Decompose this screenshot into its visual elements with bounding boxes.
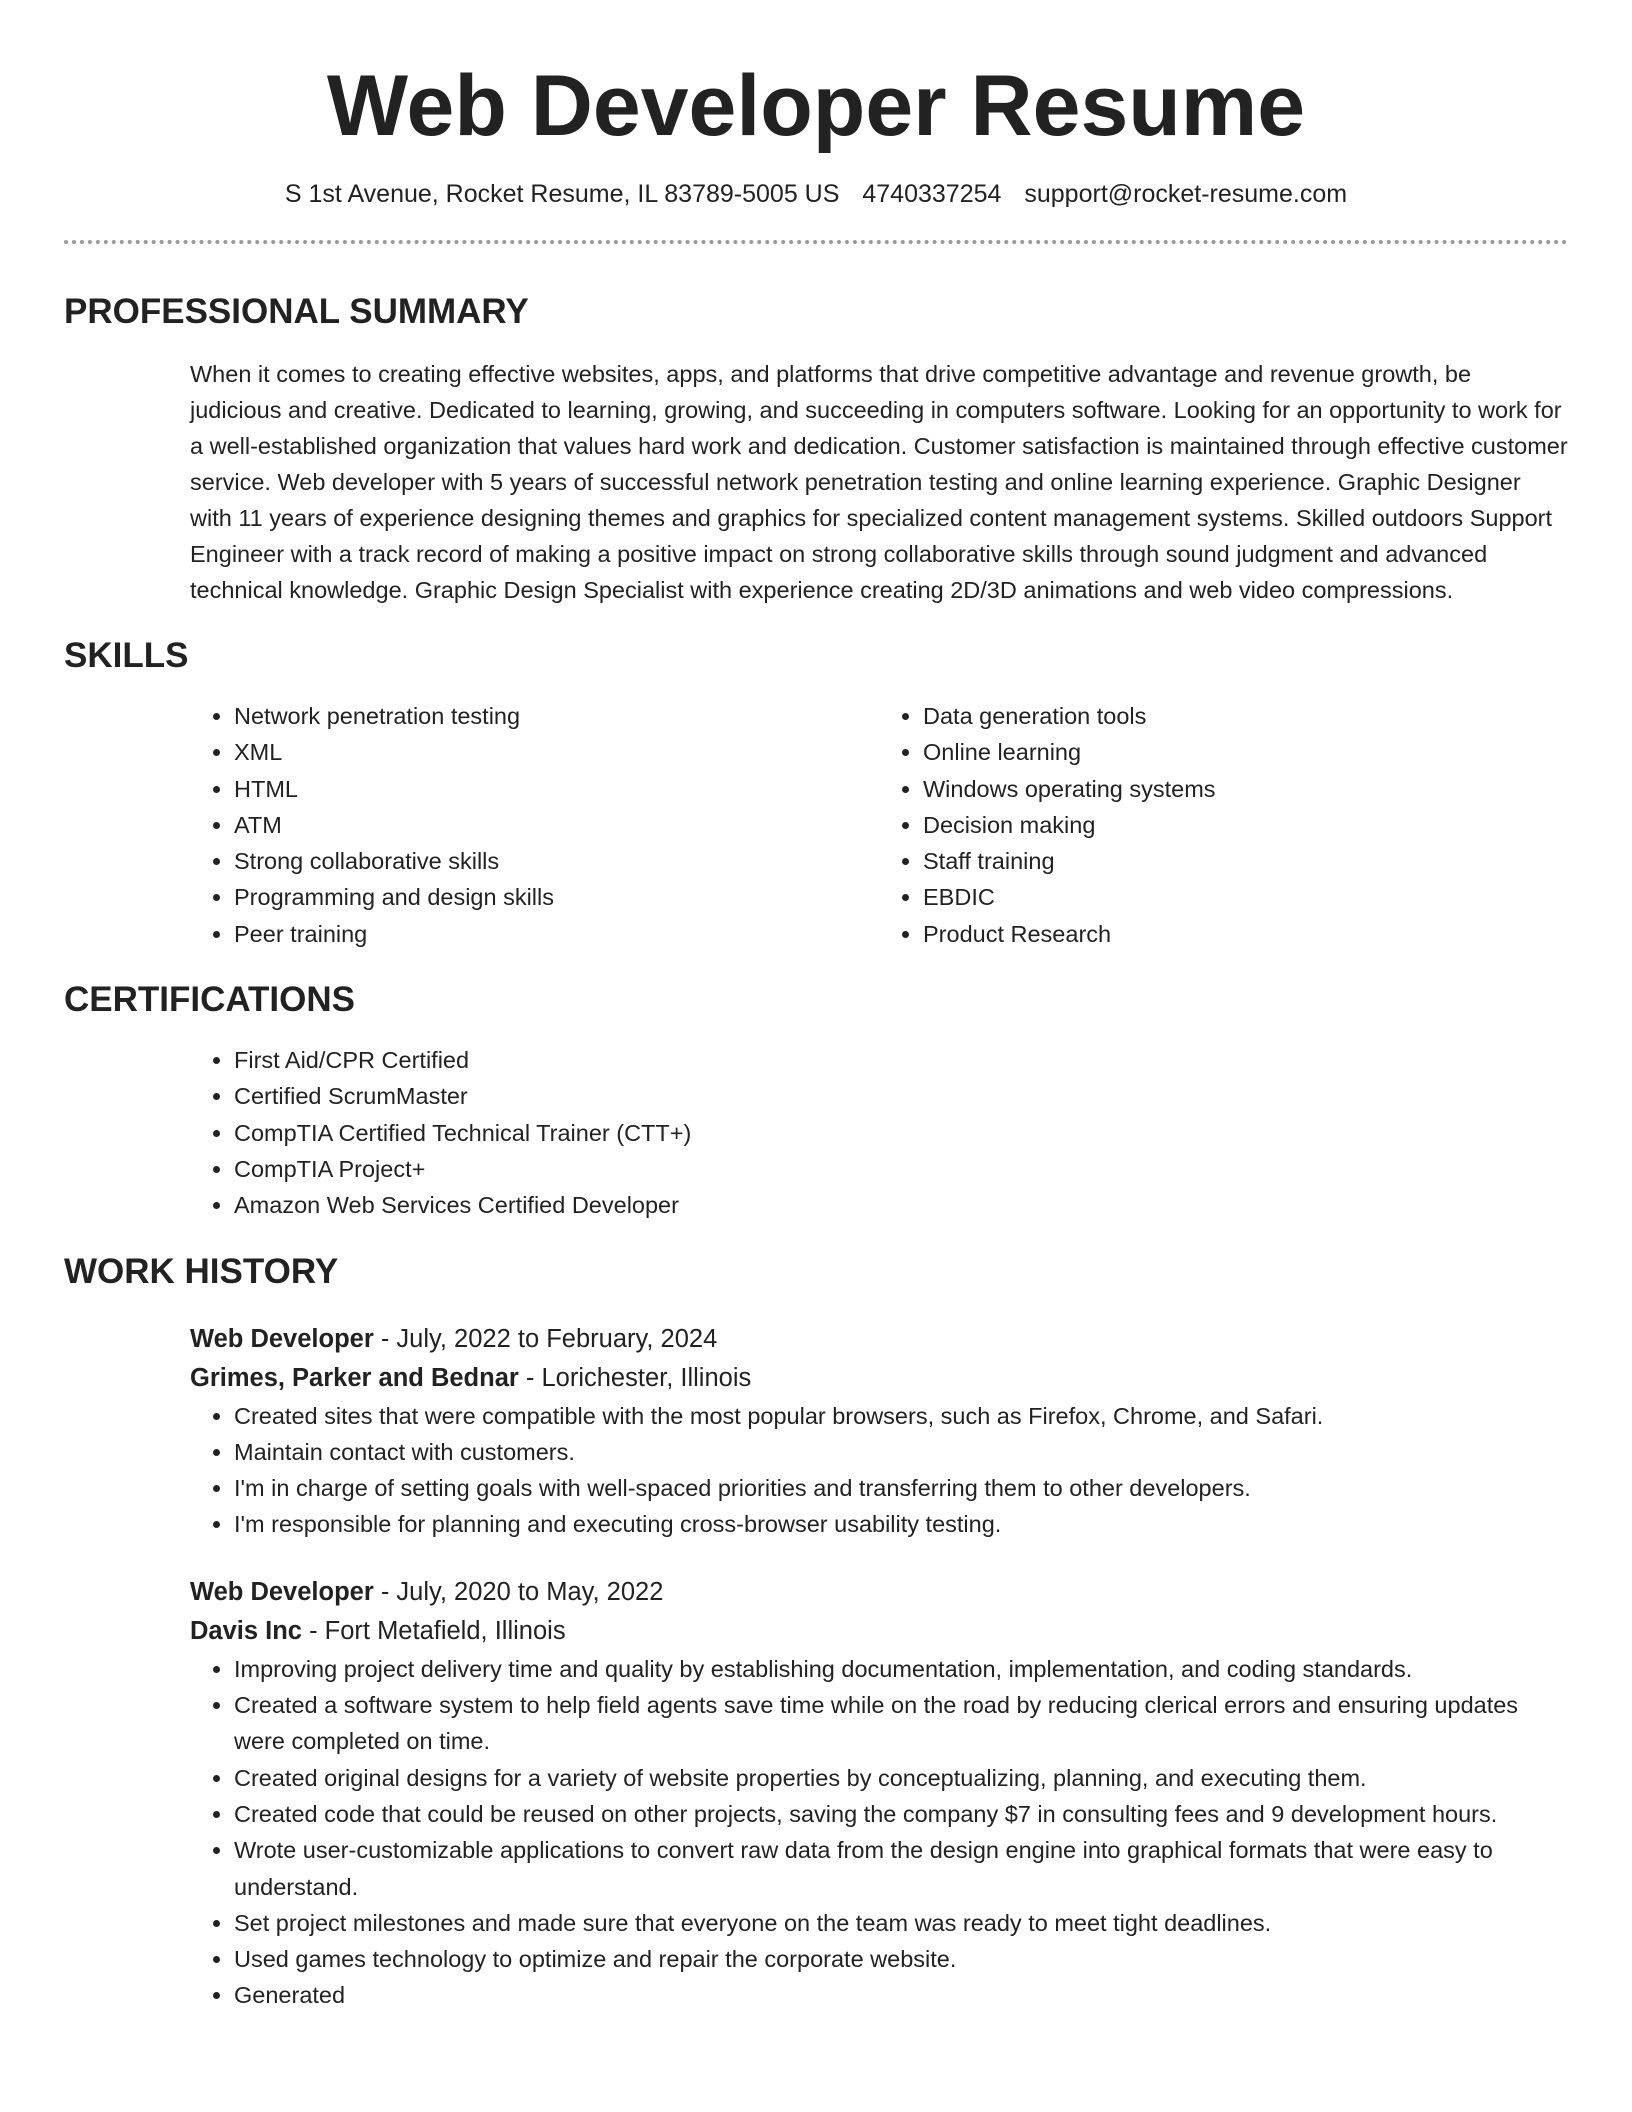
job-bullet: • Created sites that were compatible with the most popular browsers, such as Firefox, Chrome, and Safari. [234,1398,1568,1434]
contact-email: support@rocket-resume.com [1024,180,1348,208]
skill-item: • Network penetration testing [234,698,879,734]
job-bullet: • Wrote user-customizable applications to convert raw data from the design engine into graphical formats that were easy to understand. [234,1832,1568,1905]
job-bullet: • Created a software system to help field agents save time while on the road by reducing clerical errors and ensuring updates were completed on time. [234,1687,1568,1760]
job-title-line [190,1320,1568,1359]
skill-item: • ATM [234,807,879,843]
job-bullet: • Generated [234,1977,1568,2013]
job-entry [190,1573,1568,2014]
skill-item: • EBDIC [923,879,1568,915]
job-bullet: • I'm responsible for planning and executing cross-browser usability testing. [234,1506,1568,1542]
resume-title: Web Developer Resume [326,58,1306,154]
certifications-list [190,1042,1568,1223]
contact-phone: 4740337254 [862,180,1002,208]
job-bullet: • Used games technology to optimize and repair the corporate website. [234,1941,1568,1977]
skills-heading: SKILLS [64,636,189,675]
job-role: Web Developer [190,1324,374,1353]
job-bullet: • Created code that could be reused on other projects, saving the company $7 in consulting fees and 9 development hours. [234,1796,1568,1832]
skills-list-right [879,698,1568,952]
certifications-section [190,1042,1568,1223]
contact-address: S 1st Avenue, Rocket Resume, IL 83789-5005 US [284,180,840,208]
skill-item: • Data generation tools [923,698,1568,734]
job-bullet: • Improving project delivery time and quality by establishing documentation, implementation, and coding standards. [234,1651,1568,1687]
skill-item: • Staff training [923,843,1568,879]
job-company: Grimes, Parker and Bednar [190,1363,519,1392]
resume-header [64,0,1568,210]
job-company-line [190,1612,1568,1651]
work-history-heading: WORK HISTORY [64,1251,339,1291]
skill-item: • Windows operating systems [923,771,1568,807]
summary-heading: PROFESSIONAL SUMMARY [64,292,529,331]
job-role: Web Developer [190,1577,374,1606]
job-bullet: • Created original designs for a variety of website properties by conceptualizing, planning, and executing them. [234,1760,1568,1796]
job-bullet: • Maintain contact with customers. [234,1434,1568,1470]
job-company: Davis Inc [190,1616,302,1645]
contact-line [64,178,1568,210]
job-bullet: • Set project milestones and made sure that everyone on the team was ready to meet tight deadlines. [234,1905,1568,1941]
job-entry [190,1320,1568,1543]
skill-item: • Programming and design skills [234,879,879,915]
skill-item: • XML [234,734,879,770]
skill-item: • Decision making [923,807,1568,843]
certification-item: • CompTIA Certified Technical Trainer (CTT+) [234,1115,1568,1151]
job-bullets [190,1398,1568,1543]
skill-item: • Online learning [923,734,1568,770]
job-title-line [190,1573,1568,1612]
header-divider [64,240,1568,244]
job-location: - Lorichester, Illinois [518,1363,752,1392]
skills-list-left [190,698,879,952]
skill-item: • Strong collaborative skills [234,843,879,879]
job-location: - Fort Metafield, Illinois [301,1616,566,1645]
certification-item: • CompTIA Project+ [234,1151,1568,1187]
certification-item: • First Aid/CPR Certified [234,1042,1568,1078]
skill-item: • HTML [234,771,879,807]
skill-item: • Peer training [234,916,879,952]
skills-columns [190,698,1568,952]
job-bullets [190,1651,1568,2014]
certifications-heading: CERTIFICATIONS [64,980,356,1020]
skill-item: • Product Research [923,916,1568,952]
summary-text: When it comes to creating effective websites, apps, and platforms that drive competitive advantage and revenue growth, be judicious and creative. Dedicated to learning, growing, and succeeding in computers software. Looking for an opportunity to work for a well-established organization that values hard work and dedication. Customer satisfaction is maintained through effective customer service. Web developer with 5 years of successful network penetration testing and online learning experience. Graphic Designer with 11 years of experience designing themes and graphics for specialized content management systems. Skilled outdoors Support Engineer with a track record of making a positive impact on strong collaborative skills through sound judgment and advanced technical knowledge. Graphic Design Specialist with experience creating 2D/3D animations and web video compressions. [190,361,1568,603]
job-bullet: • I'm in charge of setting goals with well-spaced priorities and transferring them to other developers. [234,1470,1568,1506]
job-company-line [190,1359,1568,1398]
job-dates: - July, 2022 to February, 2024 [373,1324,718,1353]
job-dates: - July, 2020 to May, 2022 [373,1577,664,1606]
certification-item: • Certified ScrumMaster [234,1078,1568,1114]
certification-item: • Amazon Web Services Certified Developer [234,1187,1568,1223]
